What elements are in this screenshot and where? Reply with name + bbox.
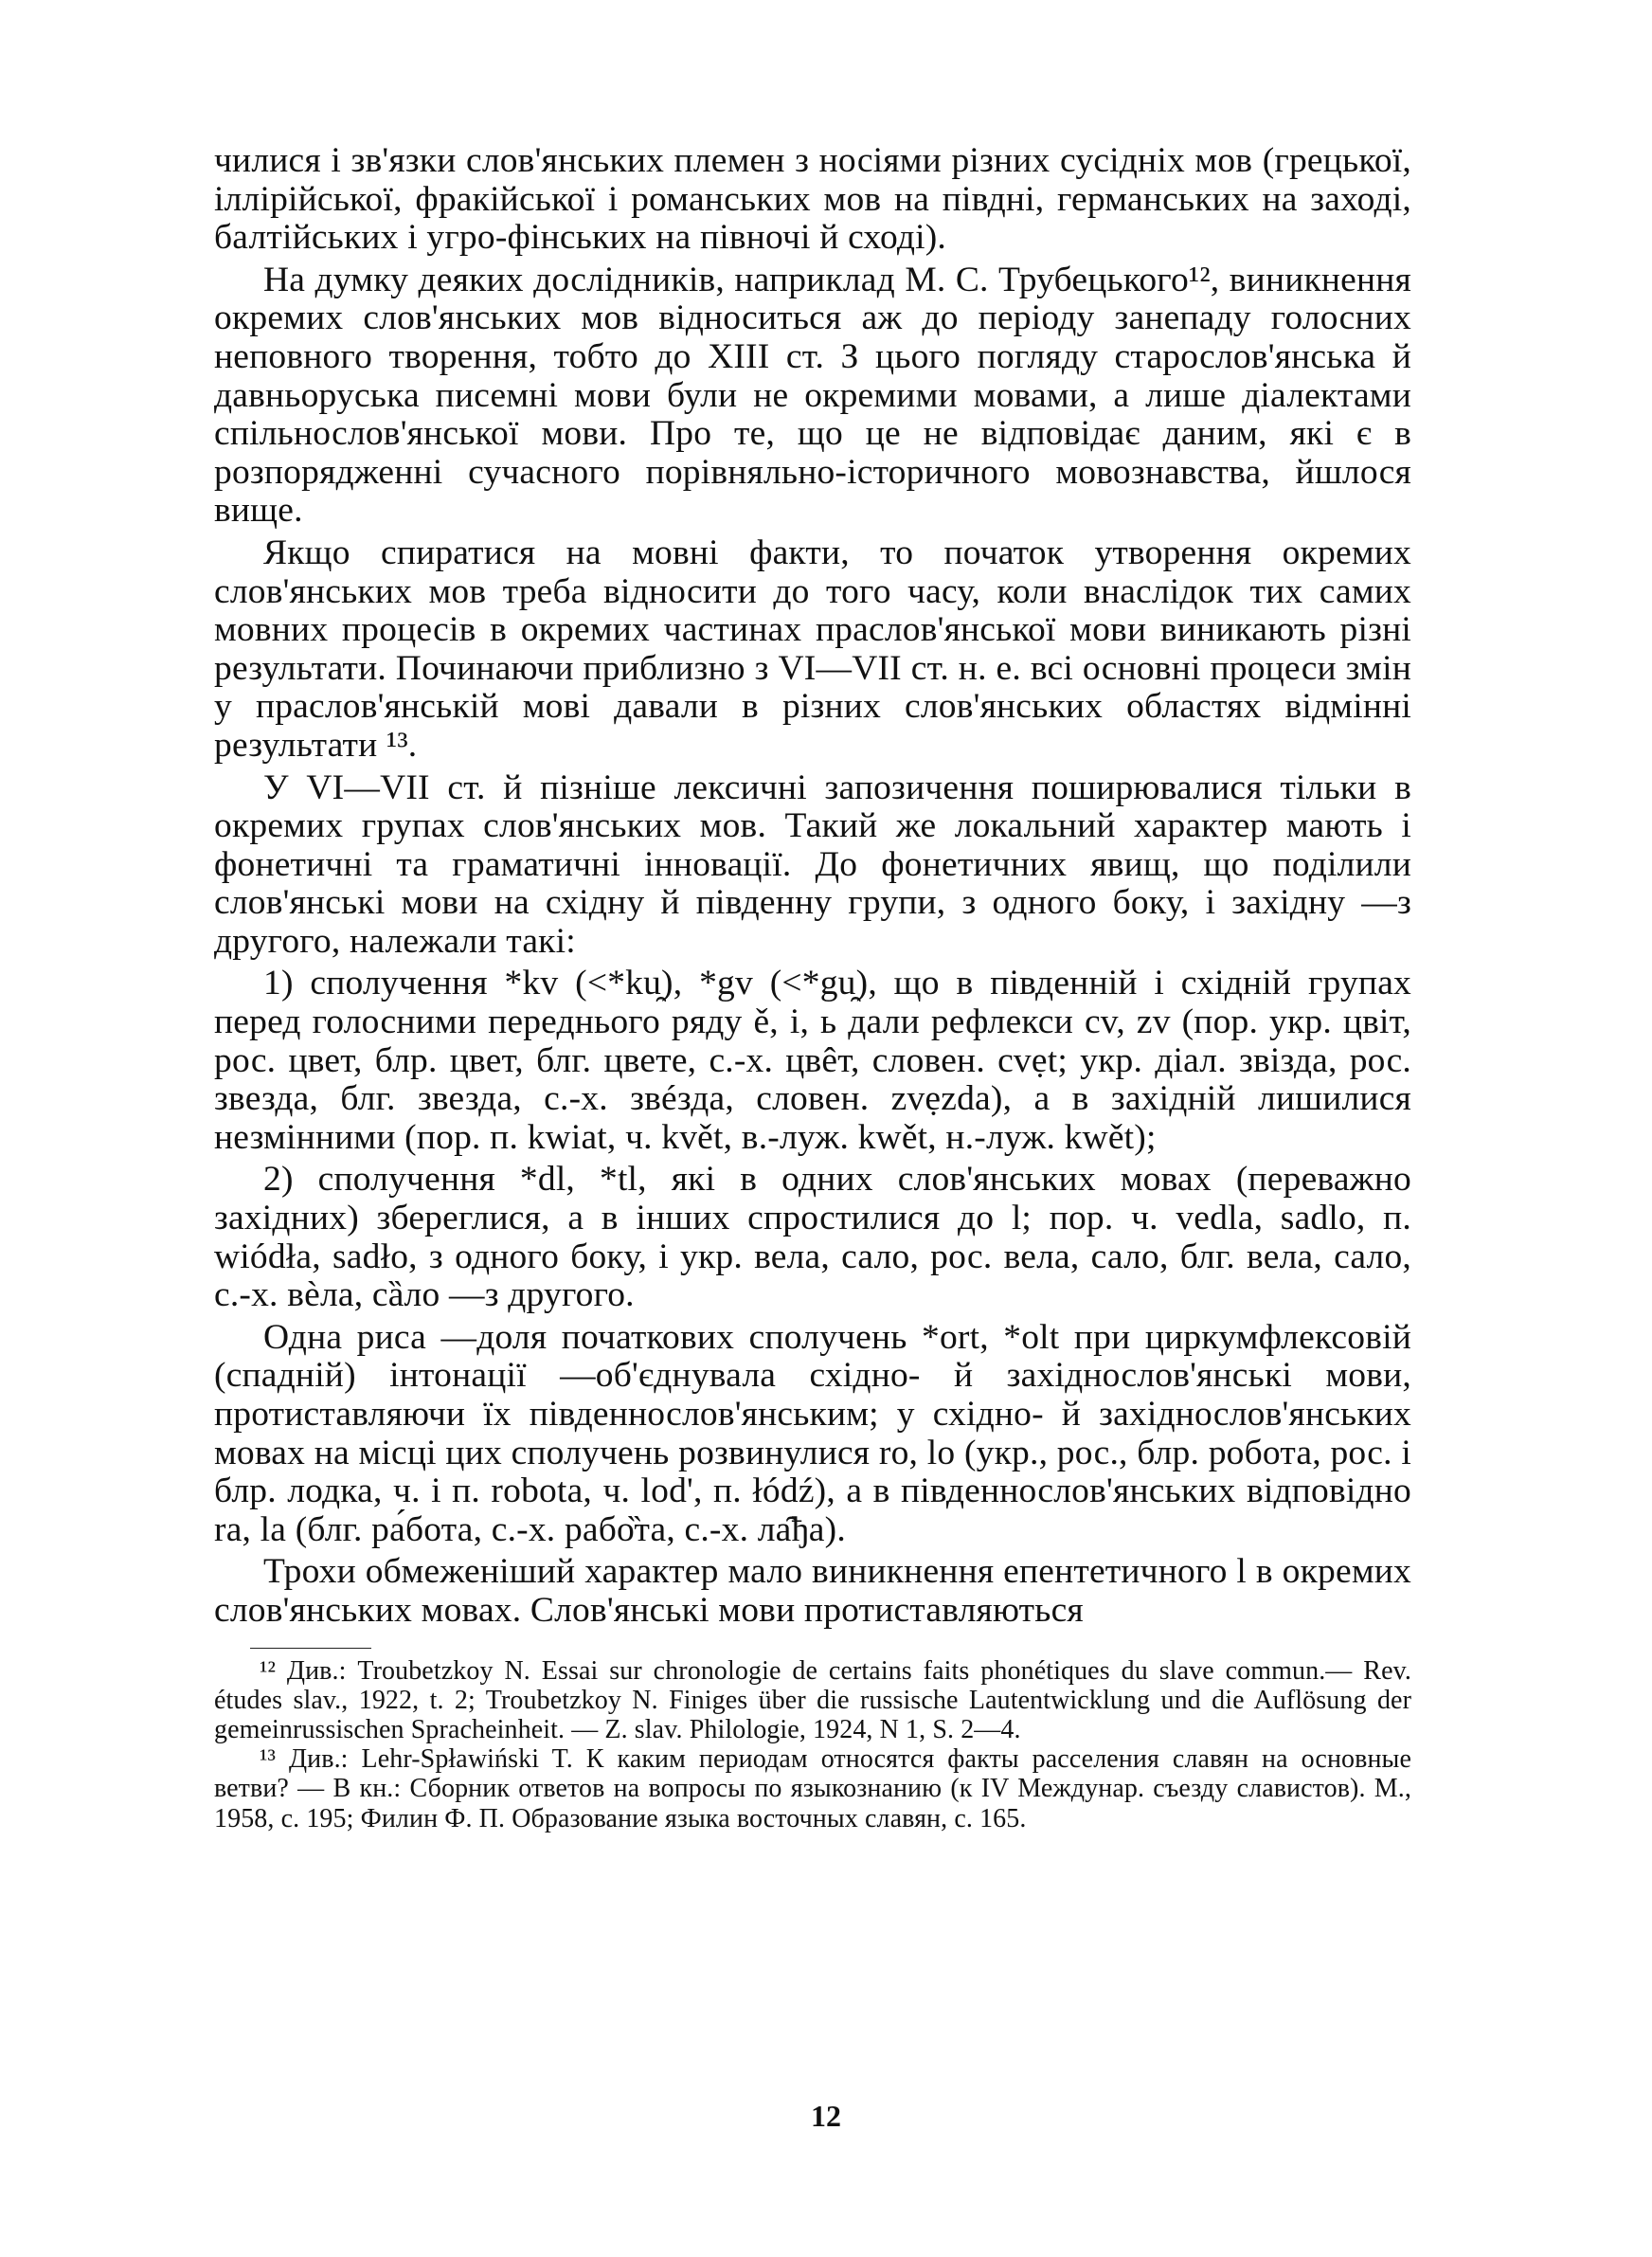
footnotes: [214, 1656, 1411, 1833]
paragraph-1: чилися і зв'язки слов'янських племен з носіями різних сусідніх мов (грецької, іллірійської, фракійської і романських мов на півдні, германських на заході, балтійських і угро-фінських на півночі й сході).: [214, 141, 1411, 258]
paragraph-4: У VI—VII ст. й пізніше лексичні запозичення поширювалися тільки в окремих групах слов'янських мов. Такий же локальний характер мають і фонетичні та граматичні інновації. До фонетичних явищ, що поділили слов'янські мови на східну й південну групи, з одного боку, і західну —з другого, належали такі:: [214, 767, 1411, 961]
paragraph-5: 1) сполучення *kv (<*ku̯), *gv (<*gu̯), що в південній і східній групах перед голосними переднього ряду ě, i, ь дали рефлекси cv, zv (пор. укр. цвіт, рос. цвет, блр. цвет, блг. цвете, с.-х. цвêт, словен. cvẹt; укр. діал. звізда, рос. звезда, блг. звезда, с.-х. звéзда, словен. zvẹzda), а в західній лишилися незмінними (пор. п. kwiat, ч. květ, в.-луж. kwět, н.-луж. kwět);: [214, 964, 1411, 1157]
page-number: 12: [811, 2099, 841, 2133]
footnote-12: ¹² Див.: Troubetzkoy N. Essai sur chronologie de certains faits phonétiques du slave commun.— Rev. études slav., 1922, t. 2; Troubetzkoy N. Finiges über die russische Lautentwicklung und die Auflösung der gemeinrussischen Spracheinheit. — Z. slav. Philologie, 1924, N 1, S. 2—4.: [214, 1655, 1411, 1744]
paragraph-3: Якщо спиратися на мовні факти, то початок утворення окремих слов'янських мов треба відносити до того часу, коли внаслідок тих самих мовних процесів в окремих частинах праслов'янської мови виникають різні результати. Починаючи приблизно з VI—VII ст. н. е. всі основні процеси змін у праслов'янській мові давали в різних слов'янських областях відмінні результати ¹³.: [214, 533, 1411, 765]
paragraph-8: Трохи обмеженіший характер мало виникнення епентетичного l в окремих слов'янських мовах. Слов'янські мови протиставляються: [214, 1552, 1411, 1630]
page: [214, 142, 1411, 1833]
paragraph-2: На думку деяких дослідників, наприклад М. С. Трубецького¹², виникнення окремих слов'янських мов відноситься аж до періоду занепаду голосних неповного творення, тобто до XIII ст. З цього погляду старослов'янська й давньоруська писемні мови були не окремими мовами, а лише діалектами спільнослов'янської мови. Про те, що це не відповідає даним, які є в розпорядженні сучасного порівняльно-історичного мовознавства, йшлося вище.: [214, 260, 1411, 531]
paragraph-7: Одна риса —доля початкових сполучень *ort, *olt при циркумфлексовій (спадній) інтонації —об'єднувала східно- й західнослов'янські мови, протиставляючи їх південнослов'янським; у східно- й західнослов'янських мовах на місці цих сполучень розвинулися ro, lo (укр., рос., блр. робота, рос. і блр. лодка, ч. і п. robota, ч. lod', п. łódź), а в південнослов'янських відповідно ra, la (блг. ра́бота, с.-х. рабо̏та, с.-х. ла̑ђа).: [214, 1317, 1411, 1549]
main-text: [214, 142, 1411, 1631]
footnote-divider: [250, 1648, 371, 1649]
paragraph-6: 2) сполучення *dl, *tl, які в одних слов'янських мовах (переважно західних) збереглися, а в інших спростилися до l; пор. ч. vedla, sadlo, п. wiódła, sadło, з одного боку, і укр. вела, сало, рос. вела, сало, блг. вела, сало, с.-х. вѐла, сȁло —з другого.: [214, 1160, 1411, 1315]
footnote-13: ¹³ Див.: Lehr-Spławiński T. К каким периодам относятся факты расселения славян на основные ветви? — В кн.: Сборник ответов на вопросы по языкознанию (к IV Междунар. съезду славистов). М., 1958, с. 195; Филин Ф. П. Образование языка восточных славян, с. 165.: [214, 1744, 1411, 1833]
